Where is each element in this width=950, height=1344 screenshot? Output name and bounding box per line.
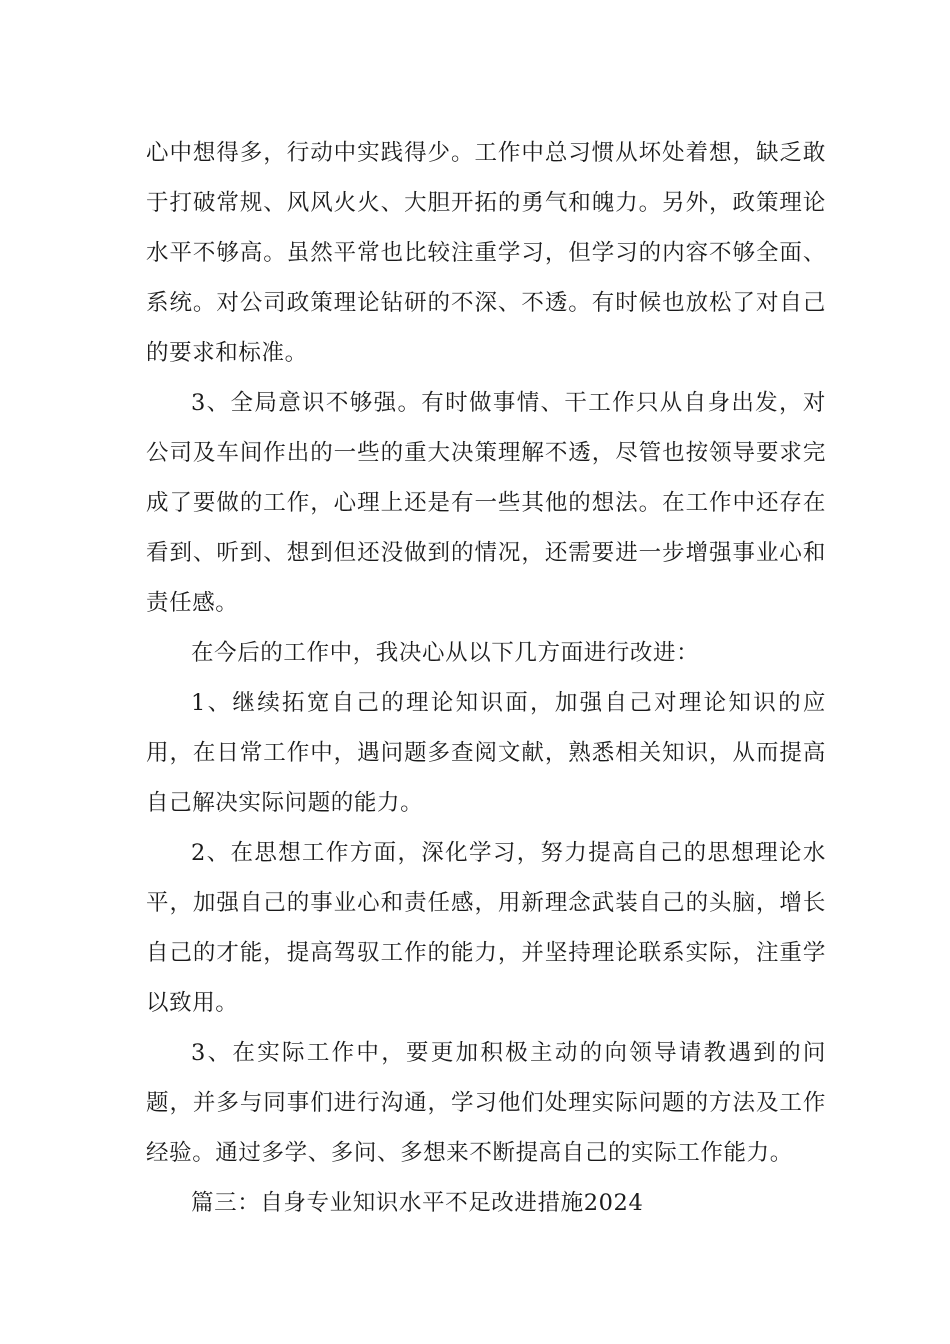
- paragraph-improvement-1: 1、继续拓宽自己的理论知识面，加强自己对理论知识的应用，在日常工作中，遇问题多查阅文献，熟悉相关知识，从而提高自己解决实际问题的能力。: [146, 690, 826, 816]
- paragraph-continued-shortcomings: 心中想得多，行动中实践得少。工作中总习惯从坏处着想，缺乏敢于打破常规、风风火火、大胆开拓的勇气和魄力。另外，政策理论水平不够高。虽然平常也比较注重学习，但学习的内容不够全面、系统。对公司政策理论钻研的不深、不透。有时候也放松了对自己的要求和标准。: [146, 140, 826, 366]
- document-body: [146, 128, 826, 1228]
- paragraph-point-3-overall-awareness: 3、全局意识不够强。有时做事情、干工作只从自身出发，对公司及车间作出的一些的重大决策理解不透，尽管也按领导要求完成了要做的工作，心理上还是有一些其他的想法。在工作中还存在看到、听到、想到但还没做到的情况，还需要进一步增强事业心和责任感。: [146, 390, 826, 616]
- paragraph-improvement-intro: 在今后的工作中，我决心从以下几方面进行改进：: [191, 640, 700, 666]
- paragraph-improvement-3: 3、在实际工作中，要更加积极主动的向领导请教遇到的问题，并多与同事们进行沟通，学习他们处理实际问题的方法及工作经验。通过多学、多问、多想来不断提高自己的实际工作能力。: [146, 1040, 826, 1166]
- section-heading: 篇三：自身专业知识水平不足改进措施2024: [191, 1190, 644, 1216]
- paragraph-improvement-2: 2、在思想工作方面，深化学习，努力提高自己的思想理论水平，加强自己的事业心和责任感，用新理念武装自己的头脑，增长自己的才能，提高驾驭工作的能力，并坚持理论联系实际，注重学以致用。: [146, 840, 826, 1016]
